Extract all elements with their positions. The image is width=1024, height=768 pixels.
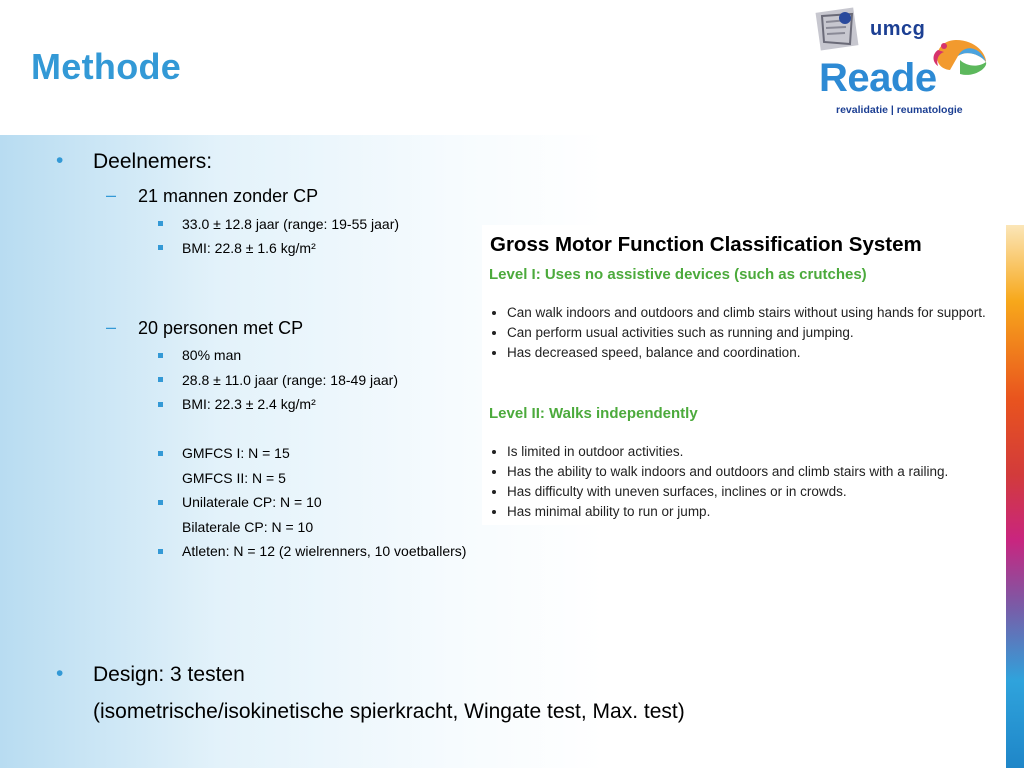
square-bullet-icon [158, 402, 163, 407]
gmfcs-list-item: Has the ability to walk indoors and outdoors and climb stairs with a railing. [489, 462, 994, 482]
group2-item: 28.8 ± 11.0 jaar (range: 18-49 jaar) [182, 372, 398, 388]
gmfcs-list-item: Has decreased speed, balance and coordination. [489, 343, 994, 363]
bullet-deelnemers: Deelnemers: [93, 150, 213, 173]
gmfcs-title: Gross Motor Function Classification System [490, 233, 922, 256]
group2-label: 20 personen met CP [138, 318, 304, 338]
group2-item: GMFCS II: N = 5 [182, 470, 286, 486]
square-bullet-icon [158, 549, 163, 554]
group2-item: Atleten: N = 12 (2 wielrenners, 10 voetballers) [182, 543, 467, 559]
logo-tagline: revalidatie | reumatologie [836, 104, 963, 116]
group1-item: 33.0 ± 12.8 jaar (range: 19-55 jaar) [182, 216, 400, 232]
logo-reade-text: Reade [819, 56, 937, 100]
group2-item: Unilaterale CP: N = 10 [182, 494, 322, 510]
gmfcs-list-item: Has minimal ability to run or jump. [489, 502, 994, 522]
square-bullet-icon [158, 500, 163, 505]
dash-bullet-icon: – [106, 317, 117, 337]
umcg-reade-logo [812, 4, 994, 122]
decorative-side-stripe [1006, 225, 1024, 768]
square-bullet-icon [158, 245, 163, 250]
bullet-design: Design: 3 testen [93, 663, 245, 686]
gmfcs-level-1-list [489, 303, 994, 363]
group1-label: 21 mannen zonder CP [138, 186, 319, 206]
gmfcs-list-item: Can perform usual activities such as running and jumping. [489, 323, 994, 343]
square-bullet-icon [158, 221, 163, 226]
umcg-emblem-icon [812, 4, 862, 54]
bullet-dot-icon: • [56, 662, 64, 685]
dash-bullet-icon: – [106, 185, 117, 205]
square-bullet-icon [158, 451, 163, 456]
gmfcs-list-item: Can walk indoors and outdoors and climb stairs without using hands for support. [489, 303, 994, 323]
group2-item: Bilaterale CP: N = 10 [182, 519, 314, 535]
square-bullet-icon [158, 353, 163, 358]
square-bullet-icon [158, 377, 163, 382]
group2-item: BMI: 22.3 ± 2.4 kg/m² [182, 396, 316, 412]
slide-title: Methode [31, 46, 182, 87]
gmfcs-list-item: Is limited in outdoor activities. [489, 442, 994, 462]
group2-item: 80% man [182, 347, 242, 363]
logo-umcg-text: umcg [870, 18, 926, 40]
gmfcs-level-2-heading: Level II: Walks independently [489, 405, 698, 422]
gmfcs-level-1-heading: Level I: Uses no assistive devices (such as crutches) [489, 266, 867, 283]
slide-header [0, 0, 1024, 135]
gmfcs-list-item: Has difficulty with uneven surfaces, inclines or in crowds. [489, 482, 994, 502]
group1-item: BMI: 22.8 ± 1.6 kg/m² [182, 240, 316, 256]
gmfcs-level-2-list [489, 442, 994, 522]
group2-item: GMFCS I: N = 15 [182, 445, 290, 461]
gmfcs-panel [482, 225, 1006, 525]
bullet-design-detail: (isometrische/isokinetische spierkracht, Wingate test, Max. test) [93, 700, 685, 723]
bullet-dot-icon: • [56, 149, 64, 172]
